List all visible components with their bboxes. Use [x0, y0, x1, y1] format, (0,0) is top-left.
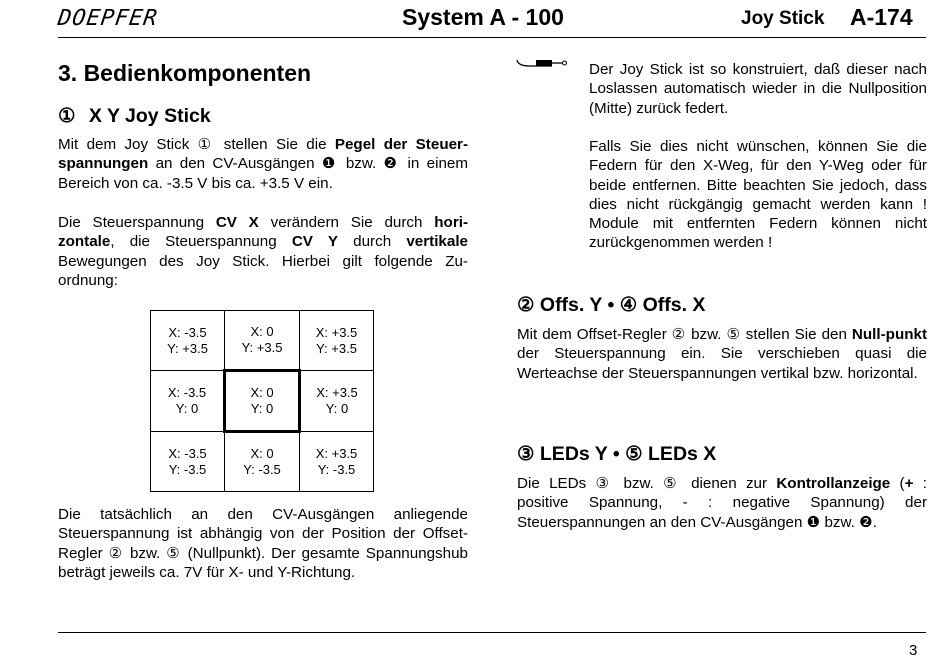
product-code: A-174: [850, 4, 913, 30]
table-cell: X: +3.5 Y: +3.5: [300, 311, 374, 371]
joystick-paragraph-2: Die Steuerspannung CV X verändern Sie durch hori-zontale, die Steuerspannung CV Y durch vertikale Bewegungen des Joy Stick. Hierbei gilt folgende Zu-ordnung:: [58, 214, 469, 289]
voltage-assignment-table: [150, 310, 374, 492]
table-row: [151, 371, 374, 432]
table-row: [151, 311, 374, 371]
table-cell: X: -3.5 Y: -3.5: [151, 432, 225, 492]
note-pointer-icon: [516, 55, 568, 71]
header-rule: [58, 37, 926, 38]
note-paragraph-1: Der Joy Stick ist so konstruiert, daß dieser nach Loslassen automatisch wieder in die Nullposition (Mitte) zurück federt.: [589, 61, 927, 117]
product-name: Joy Stick: [741, 8, 825, 29]
footer-rule: [58, 632, 926, 633]
joystick-number: ①: [58, 105, 76, 127]
brand-logo: DOEPFER: [56, 6, 160, 31]
page-number: 3: [909, 642, 918, 659]
joystick-paragraph-3: Die tatsächlich an den CV-Ausgängen anliegende Steuerspannung ist abhängig von der Position der Offset-Regler ② bzw. ⑤ (Nullpunkt). Der gesamte Spannungshub beträgt jeweils ca. 7V für X- und Y-Richtung.: [58, 506, 468, 581]
table-cell: X: 0 Y: -3.5: [225, 432, 300, 492]
leds-paragraph: Die LEDs ③ bzw. ⑤ dienen zur Kontrollanzeige (+ : positive Spannung, - : negative Spannung) der Steuerspannungen an den CV-Ausgängen ❶ bzw. ❷.: [517, 475, 927, 531]
joystick-title: X Y Joy Stick: [88, 105, 211, 127]
system-title: System A - 100: [402, 4, 564, 30]
table-row: [151, 432, 374, 492]
joystick-paragraph-1: Mit dem Joy Stick ① stellen Sie die Pegel der Steuer-spannungen an den CV-Ausgängen ❶ bzw. ❷ in einem Bereich von ca. -3.5 V bis ca. +3.5 V ein.: [58, 136, 469, 192]
joystick-heading: [58, 104, 211, 128]
section-title: 3. Bedienkomponenten: [58, 60, 312, 86]
offset-heading: ② Offs. Y • ④ Offs. X: [517, 294, 706, 316]
table-cell: X: 0 Y: +3.5: [225, 311, 300, 371]
leds-heading: ③ LEDs Y • ⑤ LEDs X: [517, 443, 717, 465]
table-cell-center: X: 0 Y: 0: [225, 371, 300, 432]
table-cell: X: +3.5 Y: 0: [300, 371, 374, 432]
offset-paragraph: Mit dem Offset-Regler ② bzw. ⑤ stellen Sie den Null-punkt der Steuerspannung ein. Sie verschieben quasi die Werteachse der Steuerspannungen vertikal bzw. horizontal.: [517, 326, 927, 382]
table-cell: X: +3.5 Y: -3.5: [300, 432, 374, 492]
table-cell: X: -3.5 Y: 0: [151, 371, 225, 432]
note-paragraph-2: Falls Sie dies nicht wünschen, können Sie die Federn für den X-Weg, für den Y-Weg oder für beide entfernen. Bitte beachten Sie jedoch, dass dies nicht rückgängig gemacht werden kann ! Module mit entfernten Federn können nicht zurückgenommen werden !: [589, 138, 927, 252]
table-cell: X: -3.5 Y: +3.5: [151, 311, 225, 371]
